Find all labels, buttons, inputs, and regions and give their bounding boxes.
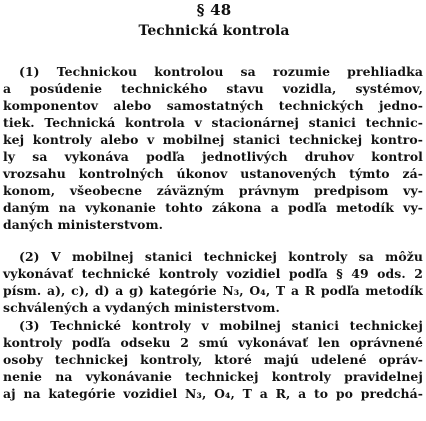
paragraph-line: vykonávať technické kontroly vozidiel podľa § 49 ods. 2 (3, 266, 423, 281)
paragraph-line: daných ministerstvom. (3, 217, 164, 232)
paragraph-line: a posúdenie technického stavu vozidla, systémov, (3, 81, 423, 96)
paragraph-line: kej kontroly alebo v mobilnej stanici technickej kontro- (3, 132, 423, 147)
paragraph-line: aj na kategórie vozidiel N₃, O₄, T a R, a to po predchá- (3, 386, 423, 401)
section-title: Technická kontrola (138, 23, 290, 39)
paragraph-line: ly sa vykonáva podľa jednotlivých druhov kontrol (3, 149, 423, 164)
paragraph-line: písm. a), c), d) a g) kategórie N₃, O₄, T a R podľa metodík (3, 283, 423, 298)
paragraph-1 (3, 63, 423, 233)
paragraph-line: kontroly podľa odseku 2 smú vykonávať len oprávnené (3, 335, 423, 350)
paragraph-line: (2) V mobilnej stanici technickej kontroly sa môžu (19, 249, 423, 264)
paragraph-line: vrozsahu kontrolných úkonov ustanovených týmto zá- (3, 166, 423, 181)
paragraph-line: daným na vykonanie tohto zákona a podľa metodík vy- (3, 200, 423, 215)
section-number: § 48 (196, 1, 232, 19)
paragraph-line: osoby technickej kontroly, ktoré majú udelené opráv- (3, 352, 423, 367)
paragraph-3 (3, 317, 423, 402)
paragraph-line: nenie na vykonávanie technickej kontroly pravidelnej (3, 369, 423, 384)
paragraph-line: tiek. Technická kontrola v stacionárnej stanici technic- (3, 115, 423, 130)
paragraph-line: (1) Technickou kontrolou sa rozumie prehliadka (19, 64, 423, 79)
paragraph-line: komponentov alebo samostatných technických jedno- (3, 98, 423, 113)
paragraph-2 (3, 248, 423, 316)
paragraph-line: schválených a vydaných ministerstvom. (3, 300, 280, 315)
paragraph-line: konom, všeobecne záväzným právnym predpisom vy- (3, 183, 423, 198)
document-page (3, 0, 425, 421)
paragraph-line: (3) Technické kontroly v mobilnej stanici technickej (19, 318, 423, 333)
